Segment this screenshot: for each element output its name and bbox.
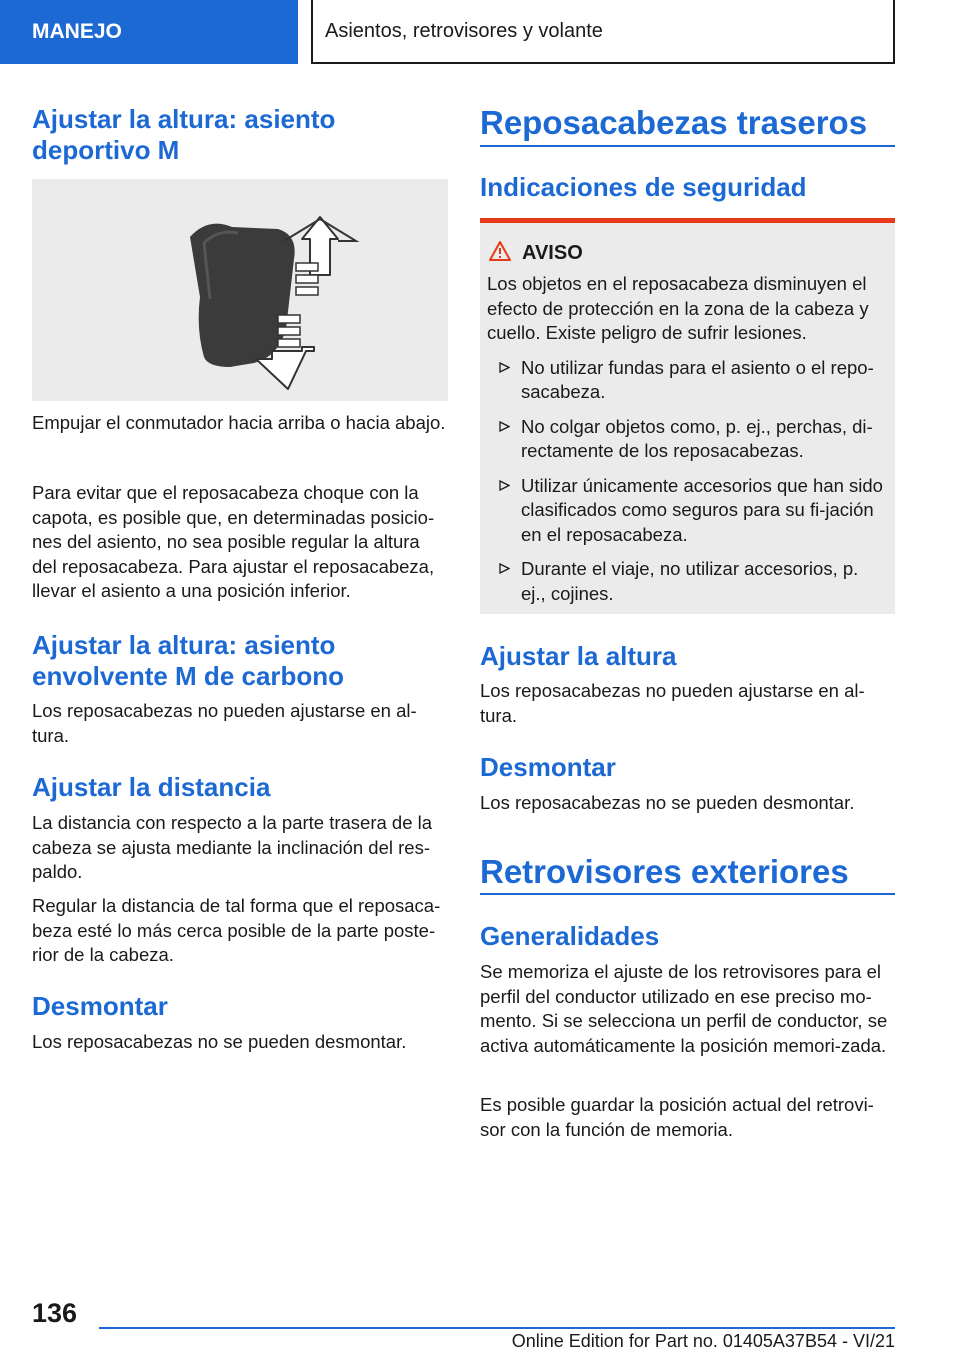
heading-remove-right: Desmontar [480, 752, 616, 782]
warning-list-item [487, 557, 887, 606]
triangle-bullet-icon [487, 356, 521, 405]
footer-divider [99, 1327, 895, 1329]
warning-triangle-icon [488, 240, 512, 267]
paragraph-remove-right: Los reposacabezas no se pueden desmontar. [480, 792, 855, 813]
heading-rear-headrests: Reposacabezas traseros [480, 104, 868, 141]
warning-bar [480, 218, 895, 223]
paragraph-avoid-collision: Para evitar que el reposacabeza choque con la capota, es posible que, en determinadas posicio-nes del asiento, no sea posible regular la altura del reposacabeza. Para ajustar el reposacabeza, llevar el asiento a una posición inferior. [32, 482, 435, 601]
paragraph-general-2: Es posible guardar la posición actual del retrovi-sor con la función de memoria. [480, 1094, 874, 1140]
warning-text: Los objetos en el reposacabeza disminuyen el efecto de protección en la zona de la cabeza y cuello. Existe peligro de sufrir lesiones. [487, 273, 869, 343]
heading-height-carbon-seat: Ajustar la altura: asiento envolvente M de carbono [32, 630, 345, 691]
heading-safety-notes: Indicaciones de seguridad [480, 172, 807, 202]
paragraph-carbon-not-adjustable: Los reposacabezas no pueden ajustarse en al-tura. [32, 700, 417, 746]
switch-arrows-icon [32, 179, 448, 401]
warning-list-text: No utilizar fundas para el asiento o el repo-sacabeza. [521, 356, 874, 402]
page-number: 136 [32, 1298, 78, 1328]
heading-height-sport-seat: Ajustar la altura: asiento deportivo M [32, 104, 336, 165]
warning-list-item [487, 356, 887, 405]
triangle-bullet-icon [487, 474, 521, 548]
chapter-label: MANEJO [32, 20, 122, 43]
heading-exterior-mirrors: Retrovisores exteriores [480, 853, 849, 890]
paragraph-distance-2: Regular la distancia de tal forma que el reposaca-beza esté lo más cerca posible de la parte poste-rior de la cabeza. [32, 895, 441, 965]
triangle-bullet-icon [487, 557, 521, 606]
paragraph-push-switch: Empujar el conmutador hacia arriba o hacia abajo. [32, 412, 446, 433]
paragraph-remove-left: Los reposacabezas no se pueden desmontar. [32, 1031, 407, 1052]
warning-label: AVISO [522, 242, 583, 264]
paragraph-height-not-adjustable: Los reposacabezas no pueden ajustarse en al-tura. [480, 680, 865, 726]
warning-list-item [487, 415, 887, 464]
warning-list-text: No colgar objetos como, p. ej., perchas, di-rectamente de los reposacabezas. [521, 415, 873, 461]
warning-header [488, 240, 583, 267]
heading-remove-left: Desmontar [32, 991, 168, 1021]
paragraph-distance-1: La distancia con respecto a la parte trasera de la cabeza se ajusta mediante la inclinación del res-paldo. [32, 812, 433, 882]
warning-list-text: Utilizar únicamente accesorios que han sido clasificados como seguros para su fi-jación en el reposacabeza. [521, 474, 883, 545]
footer-edition: Online Edition for Part no. 01405A37B54 - VI/21 [511, 1331, 895, 1351]
warning-list-text: Durante el viaje, no utilizar accesorios, p. ej., cojines. [521, 558, 859, 604]
warning-box [480, 218, 895, 614]
running-header [311, 0, 895, 64]
divider [480, 893, 895, 895]
heading-general: Generalidades [480, 921, 660, 951]
triangle-bullet-icon [487, 415, 521, 464]
warning-list-item [487, 474, 887, 548]
warning-body [487, 272, 887, 606]
divider [480, 145, 895, 147]
running-header-title: Asientos, retrovisores y volante [325, 19, 603, 42]
chapter-tab [0, 0, 298, 64]
heading-adjust-distance: Ajustar la distancia [32, 772, 271, 802]
seat-switch-illustration [32, 179, 448, 401]
heading-adjust-height: Ajustar la altura [480, 641, 677, 671]
paragraph-general-1: Se memoriza el ajuste de los retrovisores para el perfil del conductor utilizado en ese preciso mo-mento. Si se selecciona un perfil de conductor, se activa automáticamente la posición memori-zada. [480, 961, 888, 1056]
